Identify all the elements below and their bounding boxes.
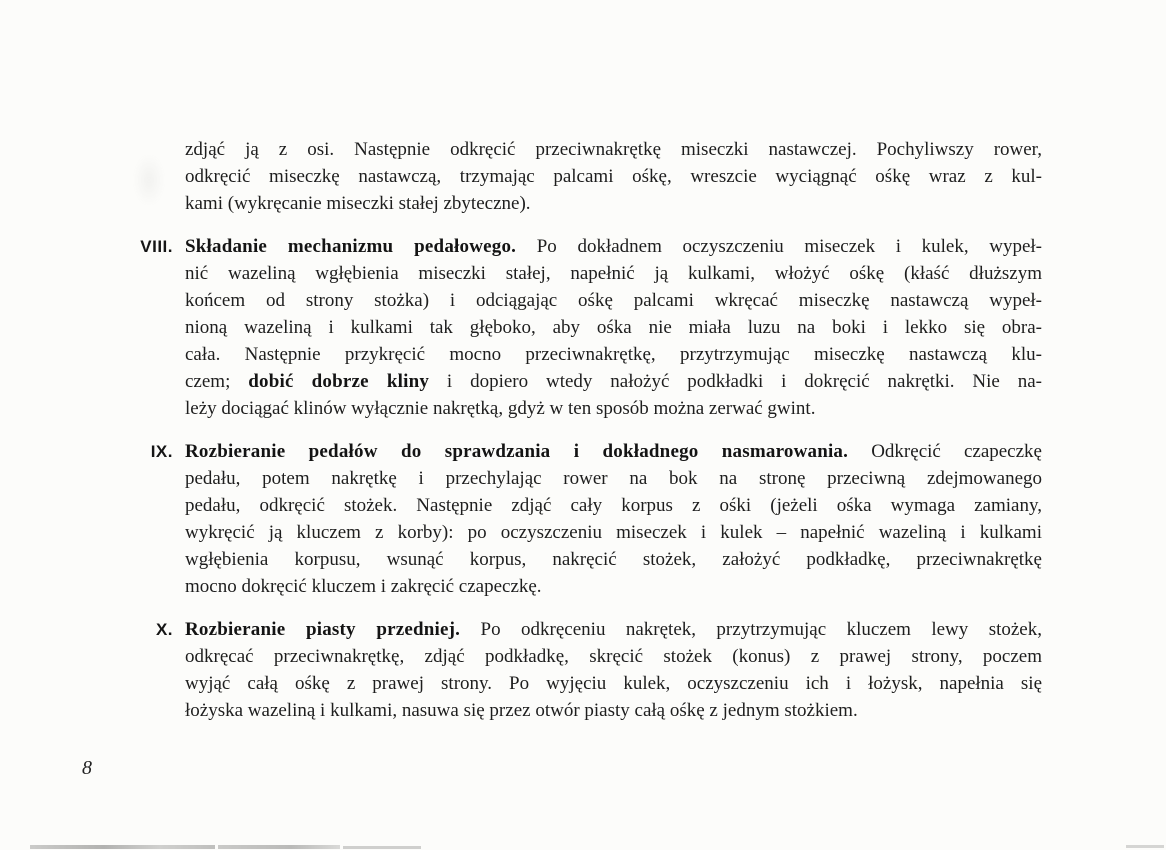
text-line — [185, 697, 1042, 724]
section-viii — [110, 233, 1042, 422]
text-line — [185, 260, 1042, 287]
bold-text-segment: Składanie mechanizmu pedałowego. — [185, 236, 517, 257]
bold-text-segment: dobić dobrze kliny — [248, 371, 430, 392]
text-segment: odkręcić miseczkę nastawczą, trzymając palcami ośkę, wreszcie wyciągnąć ośkę wraz z kul- — [185, 166, 1042, 187]
text-segment: pedału, potem nakrętkę i przechylając rower na bok na stronę przeciwną zdejmowanego — [185, 468, 1042, 489]
text-segment: wyjąć całą ośkę z prawej strony. Po wyjęciu kulek, oczyszczeniu ich i łożysk, napełnia się — [185, 673, 1042, 694]
text-segment: Po dokładnem oczyszczeniu miseczek i kulek, wypeł- — [516, 236, 1042, 257]
text-line — [185, 395, 1042, 422]
text-line — [185, 314, 1042, 341]
intro-paragraph — [110, 136, 1042, 217]
text-line — [185, 465, 1042, 492]
bold-text-segment: Rozbieranie piasty przedniej. — [185, 619, 461, 640]
text-segment: i dopiero wtedy nałożyć podkładki i dokręcić nakrętki. Nie na- — [429, 371, 1042, 392]
scan-artifact — [30, 845, 215, 849]
text-segment: wgłębienia korpusu, wsunąć korpus, nakręcić stożek, założyć podkładkę, przeciwnakrętkę — [185, 549, 1042, 570]
section-x — [110, 616, 1042, 724]
text-segment: odkręcać przeciwnakrętkę, zdjąć podkładkę, skręcić stożek (konus) z prawej strony, poczem — [185, 646, 1042, 667]
text-line — [185, 233, 1042, 260]
section-numeral: IX. — [150, 442, 173, 461]
text-line — [185, 287, 1042, 314]
text-segment: wykręcić ją kluczem z korby): po oczyszczeniu miseczek i kulek – napełnić wazeliną i kulkami — [185, 522, 1042, 543]
text-line — [185, 670, 1042, 697]
text-line — [185, 573, 1042, 600]
text-line — [185, 341, 1042, 368]
text-line — [185, 163, 1042, 190]
text-segment: zdjąć ją z osi. Następnie odkręcić przeciwnakrętkę miseczki nastawczej. Pochyliwszy rower, — [185, 139, 1042, 160]
text-segment: końcem od strony stożka) i odciągając ośkę palcami wkręcać miseczkę nastawczą wypeł- — [185, 290, 1042, 311]
page-number: 8 — [82, 757, 92, 779]
text-line — [185, 492, 1042, 519]
scan-artifact — [343, 846, 421, 849]
text-segment: pedału, odkręcić stożek. Następnie zdjąć cały korpus z ośki (jeżeli ośka wymaga zamiany, — [185, 495, 1042, 516]
bold-text-segment: Rozbieranie pedałów do sprawdzania i dokładnego nasmarowania. — [185, 441, 849, 462]
text-segment: łożyska wazeliną i kulkami, nasuwa się przez otwór piasty całą ośkę z jednym stożkiem. — [185, 700, 858, 721]
text-segment: mocno dokręcić kluczem i zakręcić czapeczkę. — [185, 576, 542, 597]
text-line — [185, 190, 1042, 217]
text-segment: leży dociągać klinów wyłącznie nakrętką, gdyż w ten sposób można zerwać gwint. — [185, 398, 816, 419]
text-line — [185, 616, 1042, 643]
section-body — [185, 136, 1042, 217]
text-block — [110, 136, 1042, 740]
text-line — [185, 438, 1042, 465]
text-segment: Odkręcić czapeczkę — [848, 441, 1042, 462]
text-line — [185, 643, 1042, 670]
section-body — [185, 233, 1042, 422]
scan-artifact — [1126, 845, 1164, 848]
text-line — [185, 546, 1042, 573]
text-segment: nioną wazeliną i kulkami tak głęboko, aby ośka nie miała luzu na boki i lekko się obra- — [185, 317, 1042, 338]
text-segment: kami (wykręcanie miseczki stałej zbyteczne). — [185, 193, 531, 214]
scan-artifact — [218, 845, 340, 849]
text-segment: czem; — [185, 371, 249, 392]
text-line — [185, 136, 1042, 163]
section-ix — [110, 438, 1042, 600]
text-segment: nić wazeliną wgłębienia miseczki stałej, napełnić ją kulkami, włożyć ośkę (kłaść dłuższym — [185, 263, 1042, 284]
text-segment: Po odkręceniu nakrętek, przytrzymując kluczem lewy stożek, — [460, 619, 1042, 640]
section-numeral — [110, 136, 185, 217]
text-line — [185, 519, 1042, 546]
text-line — [185, 368, 1042, 395]
text-segment: cała. Następnie przykręcić mocno przeciwnakrętkę, przytrzymując miseczkę nastawczą klu- — [185, 344, 1042, 365]
section-numeral: X. — [155, 620, 173, 639]
section-body — [185, 438, 1042, 600]
section-numeral: VIII. — [140, 237, 173, 256]
section-body — [185, 616, 1042, 724]
